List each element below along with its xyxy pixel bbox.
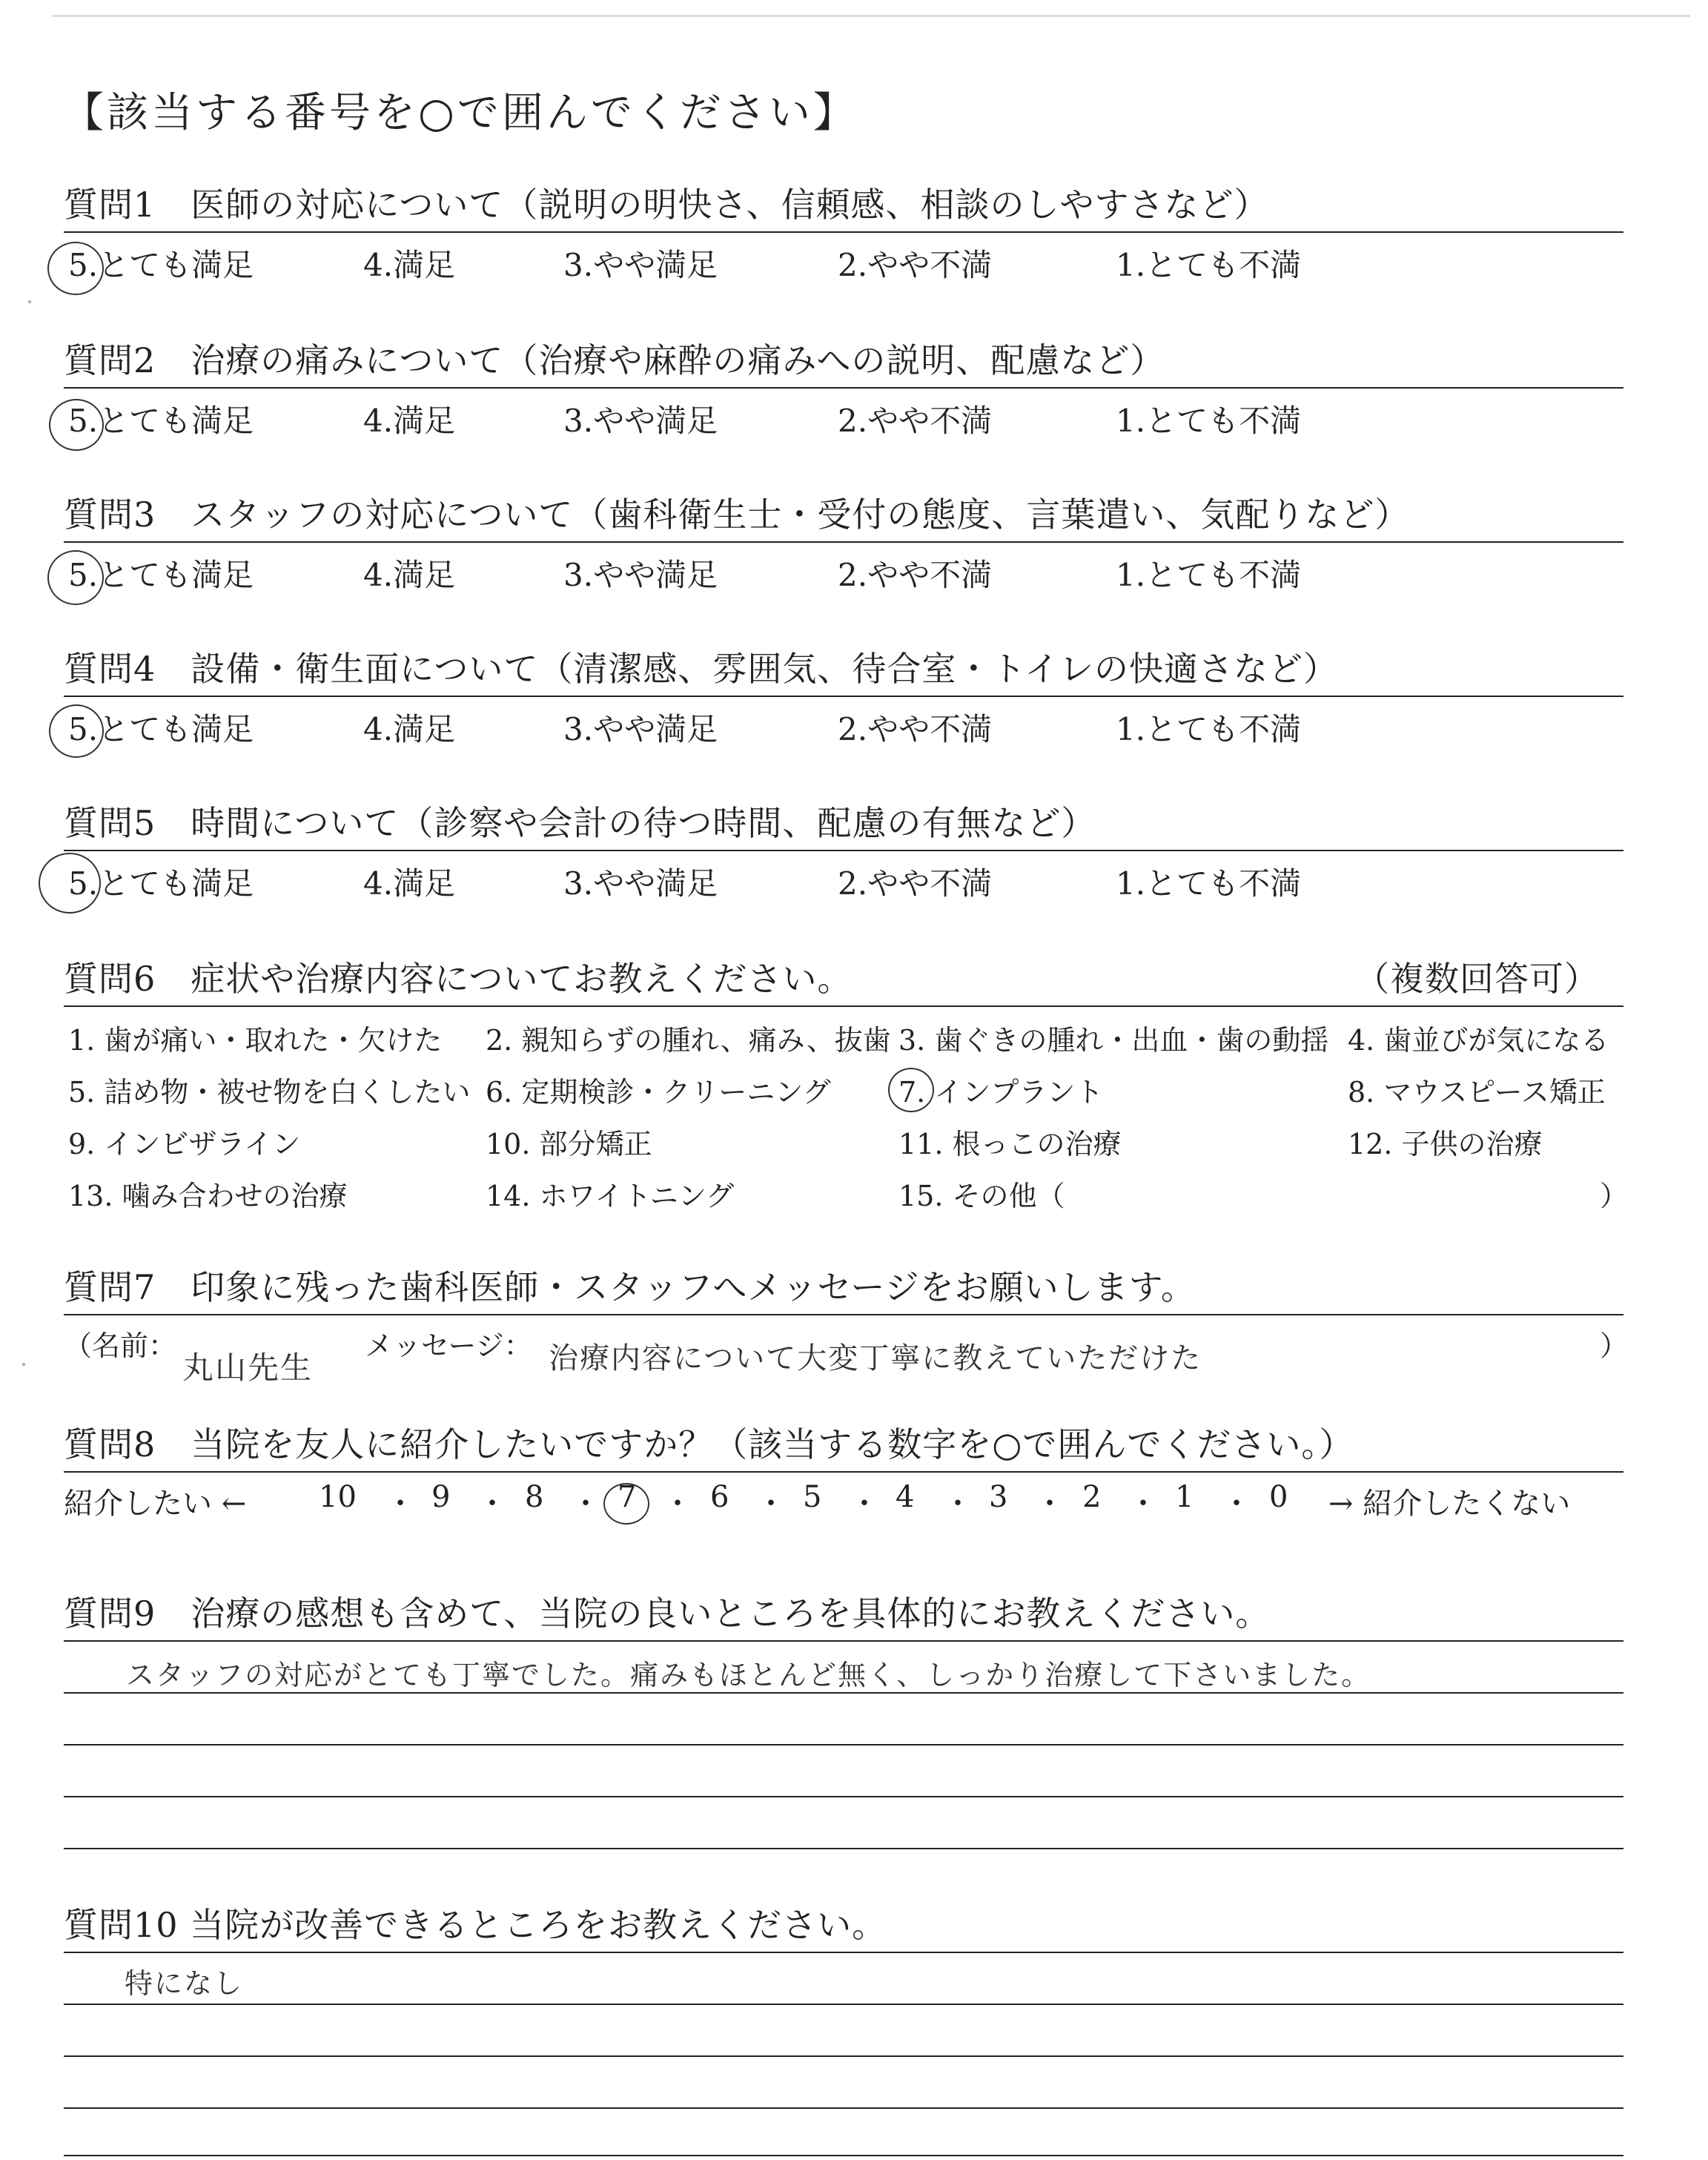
q4-option-5[interactable]: 5.とても満足 — [68, 711, 254, 747]
q6-item-9[interactable]: 9. インビザライン — [68, 1128, 301, 1160]
q1-option-3[interactable]: 3.やや満足 — [563, 247, 718, 283]
q8-right-label: → 紹介したくない — [1328, 1487, 1571, 1521]
q4-selected-circle — [49, 704, 104, 758]
question-3-rule — [64, 541, 1623, 543]
q6-item-4[interactable]: 4. 歯並びが気になる — [1348, 1024, 1609, 1057]
q8-selected-circle — [603, 1483, 649, 1525]
q8-scale-6[interactable]: 6 — [710, 1480, 729, 1514]
q1-option-2[interactable]: 2.やや不満 — [838, 247, 993, 283]
q7-message-value[interactable]: 治療内容について大変丁寧に教えていただけた — [549, 1341, 1202, 1375]
q8-scale-dot: ・ — [1035, 1487, 1065, 1521]
q2-option-3[interactable]: 3.やや満足 — [563, 403, 718, 439]
q3-selected-circle — [47, 550, 104, 605]
question-6-heading: 質問6 症状や治療内容についてお教えください。 — [64, 959, 853, 999]
q5-option-3[interactable]: 3.やや満足 — [563, 865, 718, 902]
q9-answer-line — [64, 1796, 1623, 1797]
q8-scale-dot: ・ — [663, 1487, 692, 1521]
q3-option-1[interactable]: 1.とても不満 — [1116, 557, 1302, 593]
question-5-rule — [64, 850, 1623, 851]
q1-option-1[interactable]: 1.とても不満 — [1116, 247, 1302, 283]
question-8-rule — [64, 1471, 1623, 1473]
question-10-heading: 質問10 当院が改善できるところをお教えください。 — [64, 1905, 887, 1945]
q8-scale-1[interactable]: 1 — [1175, 1480, 1194, 1514]
q4-option-4[interactable]: 4.満足 — [363, 711, 456, 747]
q3-option-5[interactable]: 5.とても満足 — [68, 557, 254, 593]
q3-option-2[interactable]: 2.やや不満 — [838, 557, 993, 593]
q6-item-15[interactable]: 15. その他（ — [898, 1180, 1065, 1212]
q6-item-13[interactable]: 13. 噛み合わせの治療 — [68, 1180, 348, 1212]
scan-speck — [22, 1363, 25, 1366]
q2-option-4[interactable]: 4.満足 — [363, 403, 456, 439]
q8-scale-9[interactable]: 9 — [431, 1480, 451, 1514]
question-9-rule — [64, 1640, 1623, 1642]
q10-answer[interactable]: 特になし — [125, 1967, 244, 2000]
question-8-heading: 質問8 当院を友人に紹介したいですか？（該当する数字を○で囲んでください。） — [64, 1424, 1354, 1464]
q10-answer-line — [64, 2004, 1623, 2005]
q8-scale-dot: ・ — [571, 1487, 600, 1521]
q5-selected-circle — [39, 853, 101, 914]
question-6-rule — [64, 1005, 1623, 1007]
question-2-rule — [64, 387, 1623, 389]
q6-item-8[interactable]: 8. マウスピース矯正 — [1348, 1076, 1606, 1109]
q8-scale-8[interactable]: 8 — [525, 1480, 544, 1514]
q7-name-label: （名前： — [64, 1330, 177, 1362]
q9-answer-line — [64, 1692, 1623, 1694]
q8-scale-dot: ・ — [1222, 1487, 1251, 1521]
q5-option-2[interactable]: 2.やや不満 — [838, 865, 993, 902]
question-5-heading: 質問5 時間について（診察や会計の待つ時間、配慮の有無など） — [64, 803, 1096, 843]
question-4-heading: 質問4 設備・衛生面について（清潔感、雰囲気、待合室・トイレの快適さなど） — [64, 649, 1339, 689]
q8-scale-dot: ・ — [1128, 1487, 1158, 1521]
q6-item-2[interactable]: 2. 親知らずの腫れ、痛み、抜歯 — [486, 1024, 891, 1057]
q8-scale-dot: ・ — [477, 1487, 507, 1521]
q9-answer-line — [64, 1848, 1623, 1849]
q8-scale-10[interactable]: 10 — [319, 1480, 357, 1514]
q8-scale-dot: ・ — [385, 1487, 415, 1521]
q1-option-4[interactable]: 4.満足 — [363, 247, 456, 283]
question-9-heading: 質問9 治療の感想も含めて、当院の良いところを具体的にお教えください。 — [64, 1593, 1271, 1634]
q1-option-5[interactable]: 5.とても満足 — [68, 247, 254, 283]
scan-speck — [28, 300, 31, 303]
scan-edge-line — [52, 15, 1690, 17]
question-1-rule — [64, 231, 1623, 233]
q6-item-1[interactable]: 1. 歯が痛い・取れた・欠けた — [68, 1024, 443, 1057]
q10-answer-line — [64, 2055, 1623, 2057]
q4-option-1[interactable]: 1.とても不満 — [1116, 711, 1302, 747]
question-3-heading: 質問3 スタッフの対応について（歯科衛生士・受付の態度、言葉遣い、気配りなど） — [64, 495, 1410, 535]
q6-selected-circle — [888, 1068, 934, 1112]
q7-name-value[interactable]: 丸山先生 — [182, 1350, 314, 1386]
q6-item-3[interactable]: 3. 歯ぐきの腫れ・出血・歯の動揺 — [898, 1024, 1329, 1057]
q8-scale-4[interactable]: 4 — [896, 1480, 915, 1514]
q8-scale-0[interactable]: 0 — [1269, 1480, 1288, 1514]
q8-scale-7[interactable]: 7 — [618, 1480, 637, 1514]
q5-option-5[interactable]: 5.とても満足 — [68, 865, 254, 902]
q6-item-14[interactable]: 14. ホワイトニング — [486, 1180, 735, 1212]
q6-item-6[interactable]: 6. 定期検診・クリーニング — [486, 1076, 831, 1109]
q7-message-label: メッセージ： — [365, 1330, 532, 1362]
question-4-rule — [64, 696, 1623, 697]
q8-scale-3[interactable]: 3 — [989, 1480, 1008, 1514]
q2-option-2[interactable]: 2.やや不満 — [838, 403, 993, 439]
q2-option-1[interactable]: 1.とても不満 — [1116, 403, 1302, 439]
q4-option-2[interactable]: 2.やや不満 — [838, 711, 993, 747]
q8-scale-dot: ・ — [756, 1487, 786, 1521]
q4-option-3[interactable]: 3.やや満足 — [563, 711, 718, 747]
q9-answer-line — [64, 1744, 1623, 1745]
q9-answer[interactable]: スタッフの対応がとても丁寧でした。痛みもほとんど無く、しっかり治療して下さいました。 — [126, 1659, 1371, 1691]
question-2-heading: 質問2 治療の痛みについて（治療や麻酔の痛みへの説明、配慮など） — [64, 340, 1165, 380]
question-7-heading: 質問7 印象に残った歯科医師・スタッフへメッセージをお願いします。 — [64, 1267, 1196, 1307]
q8-scale-dot: ・ — [943, 1487, 973, 1521]
q3-option-4[interactable]: 4.満足 — [363, 557, 456, 593]
q6-item-7[interactable]: 7. インプラント — [898, 1076, 1104, 1109]
q10-answer-line — [64, 2155, 1623, 2156]
q8-scale-dot: ・ — [850, 1487, 879, 1521]
q2-option-5[interactable]: 5.とても満足 — [68, 403, 254, 439]
q6-item-10[interactable]: 10. 部分矯正 — [486, 1128, 652, 1160]
q2-selected-circle — [49, 399, 104, 451]
q5-option-1[interactable]: 1.とても不満 — [1116, 865, 1302, 902]
q7-close-paren: ） — [1600, 1330, 1629, 1362]
q6-other-close-paren: ） — [1600, 1180, 1629, 1212]
q3-option-3[interactable]: 3.やや満足 — [563, 557, 718, 593]
q8-scale-5[interactable]: 5 — [803, 1480, 822, 1514]
question-7-rule — [64, 1314, 1623, 1315]
q5-option-4[interactable]: 4.満足 — [363, 865, 456, 902]
q6-item-11[interactable]: 11. 根っこの治療 — [898, 1128, 1122, 1160]
q8-left-label: 紹介したい ← — [64, 1487, 247, 1521]
q10-answer-line — [64, 2107, 1623, 2109]
question-1-heading: 質問1 医師の対応について（説明の明快さ、信頼感、相談のしやすさなど） — [64, 185, 1269, 225]
question-10-rule — [64, 1952, 1623, 1953]
form-title: 【該当する番号を○で囲んでください】 — [62, 89, 858, 137]
q8-scale-2[interactable]: 2 — [1082, 1480, 1102, 1514]
q1-selected-circle — [47, 242, 104, 295]
question-6-note: （複数回答可） — [1355, 959, 1599, 999]
q6-item-5[interactable]: 5. 詰め物・被せ物を白くしたい — [68, 1076, 471, 1109]
q6-item-12[interactable]: 12. 子供の治療 — [1348, 1128, 1543, 1160]
